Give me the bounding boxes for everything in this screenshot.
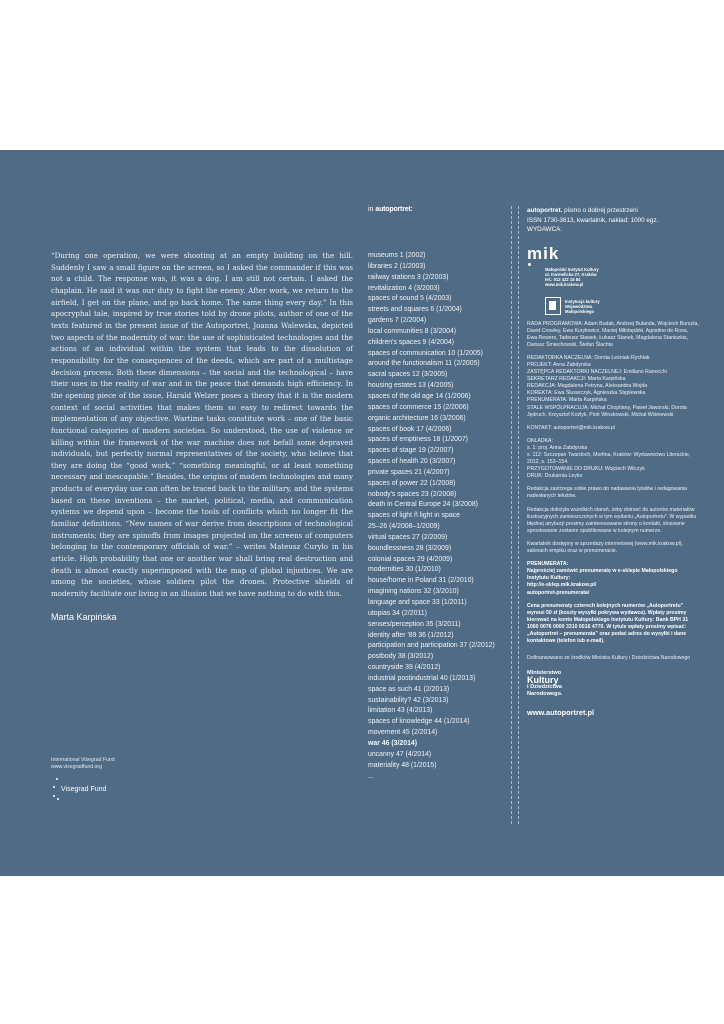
issues-heading	[368, 206, 413, 213]
mik-phone: tel.: 012 422 18 84	[545, 276, 581, 282]
program-board-text: RADA PROGRAMOWA: Adam Budak, Andrzej Bulanda, Wojciech Burszta, David Crowley, Ewa Kuryłowicz, Maciej Miłobędzki, Agostino de Rosa, Ewa Rewers, Tadeusz Sławek, Łukasz Stanek, Magdalena Staniszkis, Dariusz Śmiechowski, Štefan Šlachta	[527, 320, 699, 348]
website-link[interactable]: www.autoportret.pl	[527, 707, 595, 717]
ministry-line: i Dziedzictwa	[527, 684, 562, 691]
issue-item: ...	[368, 772, 374, 780]
mik-www[interactable]: www.mik.krakow.pl	[545, 282, 584, 288]
masthead	[527, 206, 699, 716]
issue-item: senses/perception 35 (3/2011)	[368, 620, 461, 628]
wm-line: Województwa	[565, 303, 593, 309]
mik-name: Małopolski Instytut Kultury	[545, 266, 599, 272]
issue-item: spaces of emptiness 18 (1/2007)	[368, 436, 468, 444]
issue-item: modernities 30 (1/2010)	[368, 566, 441, 574]
program-board	[527, 321, 699, 349]
ivf-name: International Visegrad Fund	[51, 757, 115, 763]
issue-item: spaces of health 20 (3/2007)	[368, 458, 456, 466]
issue-item: spaces of light ñ light in space	[368, 512, 460, 520]
issue-item: uncanny 47 (4/2014)	[368, 750, 432, 758]
cover-line: s. 112: Szczepan Twardoch, Morfina, Kraków: Wydawnictwo Literackie, 2012, s. 153–154.	[527, 452, 691, 466]
coat-of-arms-icon	[545, 297, 561, 315]
cover-line: DRUK: Drukarnia Leyko	[527, 473, 583, 480]
issue-item: local communities 8 (3/2004)	[368, 327, 457, 335]
wojewodztwo-text	[565, 299, 600, 314]
staff-line: STALE WSPÓŁPRACUJĄ: Michał Choptiany, Paweł Jaworski, Dorota Jędruch, Krzysztof Koźlyk, Piotr Winskowski, Michał Wiśniewski	[527, 404, 687, 418]
staff-line: REDAKTORKA NACZELNA: Dorota Leśniak-Rychlak	[527, 354, 650, 361]
mik-logo	[527, 245, 699, 315]
issue-item: gardens 7 (2/2004)	[368, 317, 427, 325]
subscription-line: Najprościej zamówić prenumeratę w e-sklepie Małopolskiego Instytutu Kultury:	[527, 568, 678, 582]
issue-item: spaces of knowledge 44 (1/2014)	[368, 718, 470, 726]
essay-text: “During one operation, we were shooting at an empty building on the hill. Suddenly I saw a small figure on the screen, so I asked the commander if this was not a child. The response was, it was a dog. I am still not certain. I asked the chaplain. He said it was our duty to fight the enemy. After work, we return to the airfield, I get on the plane, and go back home. The same thing every day.” In this apocryphal tale, inspired by true stories told by drone pilots, author of one of the texts featured in the present issue of the Autoportret, Joanna Walewska, depicted two aspects of the modernity of war: the use of sophisticated technologies and the actions of an individual within the system that leads to the dissolution of responsibility for the consequences of the deeds, which are part of a multistage decision process. Both these dimensions – the social and the technological – have their uses in the reality of war and in the peace that demands high efficiency. In the opening piece of the issue, Harald Welzer poses a theory that it is the modern context of social activities that makes them so easy to redirect towards the implementation of any objective. Wartime tasks constitute work – one of the basic functional categories of modern societies. So understood, the use of violence or killing within the framework of the war machine does not befall some depraved individuals, but perfectly normal representatives of the society, who believe that they are doing the “good work,” “something meaningful, or at least something necessary and inescapable.” Besides, the origins of modern technologies and many products of everyday use can often be traced back to the military, and the systems based on these inventions – the market, political, media, and communication systems we depend upon – become the tools of conflicts which no longer fit the familiar definitions. “New names of war derive from descriptions of technological instruments; they are spinoffs from images projected on the screens of computers belonging to the contemporary officials of war.” – writes Mateusz Curyło in his article. High probability that one or another war shall bring real destruction and death is almost exactly superimposed with the map of global injustices. We are among the societies, whose soldiers pilot the drones. Protective shields of modernity facilitate our living in an illusion that we have nothing to do with this.	[51, 251, 353, 599]
ministry-line: Narodowego.	[527, 690, 563, 697]
visegrad-logo-text: Visegrad Fund	[61, 786, 107, 793]
issue-item: nobody's spaces 23 (2/2008)	[368, 490, 457, 498]
issue-item: 25–26 (4/2008–1/2009)	[368, 523, 440, 531]
issue-item: spaces of the old age 14 (1/2006)	[368, 392, 471, 400]
issue-item: children's spaces 9 (4/2004)	[368, 338, 454, 346]
ministry-logo	[527, 670, 587, 697]
issue-item: war 46 (3/2014)	[368, 739, 418, 747]
issue-item: countryside 39 (4/2012)	[368, 664, 441, 672]
issue-item: railway stations 3 (2/2003)	[368, 273, 449, 281]
issue-item: spaces of communication 10 (1/2005)	[368, 349, 483, 357]
staff-line: SEKRETARZ REDAKCJI: Marta Karpińska	[527, 376, 626, 383]
staff-line: PRENUMERATA: Marta Karpińska	[527, 397, 607, 404]
copyright-note	[527, 507, 699, 535]
contact	[527, 425, 699, 432]
wojewodztwo-logo	[545, 297, 635, 315]
mik-logo-dot-icon	[528, 263, 531, 266]
visegrad-fund-logo	[51, 778, 121, 802]
issue-item: revitalization 4 (3/2003)	[368, 284, 440, 292]
issue-item: space as such 41 (2/2013)	[368, 685, 450, 693]
issue-item: sacral spaces 12 (3/2005)	[368, 371, 448, 379]
masthead-tagline: pismo o dobrej przestrzeni	[562, 207, 638, 214]
issue-item: libraries 2 (1/2003)	[368, 262, 426, 270]
rights-text: Redakcja zastrzega sobie prawo do nadawania tytułów i redagowania nadesłanych tekstów.	[527, 486, 688, 500]
staff-list	[527, 355, 699, 419]
copyright-text: Redakcja dołożyła wszelkich starań, żeby dotrzeć do autorów materiałów ilustracyjnych zamieszczonych w tym wydaniu „Autoportretu”. W wypadku błędnej atrybucji prosimy zainteresowane strony o kontakt, stosowne sprostowanie zostanie opublikowane w kolejnym numerze.	[527, 506, 697, 534]
issue-item: spaces of sound 5 (4/2003)	[368, 295, 452, 303]
cover-line: PRZYGOTOWANIE DO DRUKU: Wojciech Wilczyk	[527, 466, 645, 473]
staff-line: KOREKTA: Ewa Ślusarczyk, Agnieszka Stęplewska	[527, 390, 646, 397]
ministry-line: Ministerstwo	[527, 670, 562, 677]
issue-item: spaces of book 17 (4/2006)	[368, 425, 452, 433]
wm-line: Instytucja kultury	[565, 298, 600, 304]
ivf-credit	[51, 757, 115, 771]
issue-item: movement 45 (2/2014)	[368, 729, 438, 737]
wm-line: Małopolskiego	[565, 308, 595, 314]
editorial-essay	[51, 250, 353, 600]
sales-text: Kwartalnik dostępny w sprzedaży internetowej (www.mik.krakow.pl), salonach empiku oraz w prenumeracie.	[527, 540, 683, 555]
contact-text: KONTAKT: autoportret@mik.krakow.pl	[527, 424, 615, 431]
masthead-header	[527, 206, 699, 235]
staff-line: PROJEKT: Anna Zabdyrska	[527, 361, 591, 368]
issue-item: virtual spaces 27 (2/2009)	[368, 533, 448, 541]
mik-info	[545, 267, 599, 288]
price-text: Cena prenumeraty czterech kolejnych numerów „Autoportretu” wynosi 50 zł (koszty wysyłki pokrywa wydawca). Wpłaty prosimy kierować na konto Małopolskiego Instytutu Kultury: Bank BPH 31 1060 0076 0000 3310 0016 4770. W tytule wpłaty prosimy wpisać: „Autoportret – prenumerata” oraz podać adres do wysyłki i dane kontaktowe (telefon lub e-mail).	[527, 602, 689, 645]
essay-signature: Marta Karpińska	[51, 612, 117, 622]
issue-item: private spaces 21 (4/2007)	[368, 468, 450, 476]
masthead-brand: autoportret.	[527, 207, 563, 214]
issue-item: death in Central Europe 24 (3/2008)	[368, 501, 478, 509]
mik-address: ul. Karmelicka 27, Kraków	[545, 271, 597, 277]
issue-item: around the functionalism 11 (2/2005)	[368, 360, 480, 368]
masthead-publisher-label: WYDAWCA:	[527, 226, 563, 233]
issues-list	[368, 251, 518, 782]
column-divider	[511, 206, 512, 824]
issue-item: colonial spaces 29 (4/2009)	[368, 555, 453, 563]
rights-note	[527, 486, 699, 500]
back-cover-panel	[0, 150, 724, 876]
cover-credits	[527, 438, 699, 481]
cover-line: OKŁADKA:	[527, 437, 553, 444]
column-divider	[518, 206, 519, 824]
ivf-url[interactable]: www.visegradfund.org	[51, 764, 103, 770]
issue-item: postbody 38 (3/2012)	[368, 653, 434, 661]
issue-item: house/home in Poland 31 (2/2010)	[368, 577, 474, 585]
subscription-line: PRENUMERATA:	[527, 561, 569, 568]
sales-note	[527, 541, 699, 555]
issue-item: imagining nations 32 (3/2010)	[368, 588, 459, 596]
masthead-issn: ISSN 1730-3613, kwartalnik, nakład: 1000 egz.	[527, 216, 659, 224]
issue-item: spaces of commerce 15 (2/2006)	[368, 403, 469, 411]
issue-item: spaces of power 22 (1/2008)	[368, 479, 456, 487]
issue-item: streets and squares 6 (1/2004)	[368, 306, 462, 314]
issue-item: organic architecture 16 (3/2006)	[368, 414, 466, 422]
subscription-line: http://e-sklep.mik.krakow.pl/	[527, 582, 597, 589]
issue-item: participation and participation 37 (2/2012)	[368, 642, 495, 650]
issue-item: identity after '89 36 (1/2012)	[368, 631, 454, 639]
subscription-line: autoportret-prenumerata/	[527, 589, 590, 596]
issue-item: materiality 48 (1/2015)	[368, 761, 437, 769]
ministry-line: Kultury	[527, 675, 559, 686]
issue-item: museums 1 (2002)	[368, 252, 426, 259]
issue-item: spaces of stage 19 (2/2007)	[368, 447, 454, 455]
issues-heading-brand: autoportret:	[375, 206, 413, 213]
issue-item: limitation 43 (4/2013)	[368, 707, 433, 715]
issue-item: language and space 33 (1/2011)	[368, 599, 467, 606]
price-note	[527, 603, 699, 646]
issue-item: industrial postindustrial 40 (1/2013)	[368, 674, 476, 682]
funding-note	[527, 655, 699, 662]
staff-line: REDAKCJA: Magdalena Petryna, Aleksandra Wojda	[527, 383, 648, 390]
subscription	[527, 561, 699, 596]
funding-text: Dofinansowano ze środków Ministra Kultury i Dziedzictwa Narodowego	[527, 655, 691, 662]
issue-item: sustainability? 42 (3/2013)	[368, 696, 449, 704]
issue-item: boundlessness 28 (3/2009)	[368, 544, 452, 552]
cover-line: s. 1: proj. Anna Zabdyrska	[527, 444, 588, 451]
staff-line: ZASTĘPCA REDAKTORKI NACZELNEJ: Emiliano Ranocchi	[527, 369, 667, 376]
mik-logo-word: mik	[527, 243, 560, 263]
issue-item: housing estates 13 (4/2005)	[368, 382, 454, 390]
issues-heading-prefix: in	[368, 206, 376, 213]
issue-item: utopias 34 (2/2011)	[368, 609, 427, 617]
